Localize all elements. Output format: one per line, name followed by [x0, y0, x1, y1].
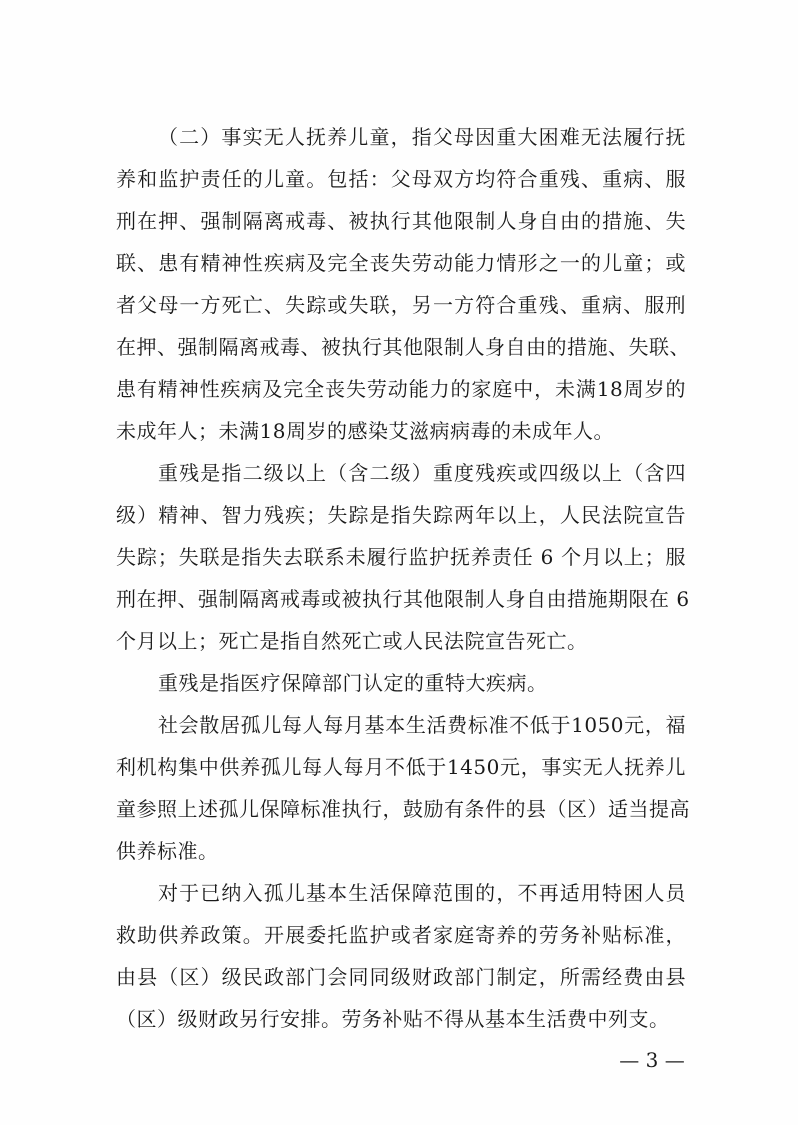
paragraph-3-line-1: 重残是指医疗保障部门认定的重特大疾病。 — [158, 671, 548, 695]
paragraph-1-line-7: 患有精神性疾病及完全丧失劳动能力的家庭中，未满18周岁的 — [116, 377, 686, 401]
paragraph-2-line-5: 个月以上；死亡是指自然死亡或人民法院宣告死亡。 — [116, 629, 588, 653]
paragraph-5-line-2: 救助供养政策。开展委托监护或者家庭寄养的劳务补贴标准， — [116, 923, 686, 947]
paragraph-1-line-4: 联、患有精神性疾病及完全丧失劳动能力情形之一的儿童；或 — [116, 251, 686, 275]
page-number: — 3 — — [619, 1048, 685, 1072]
paragraph-5-line-1: 对于已纳入孤儿基本生活保障范围的，不再适用特困人员 — [158, 881, 686, 905]
paragraph-2-line-4: 刑在押、强制隔离戒毒或被执行其他限制人身自由措施期限在 6 — [116, 587, 690, 611]
paragraph-4-line-1: 社会散居孤儿每人每月基本生活费标准不低于1050元，福 — [158, 713, 686, 737]
paragraph-4-line-2: 利机构集中供养孤儿每人每月不低于1450元，事实无人抚养儿 — [116, 755, 686, 779]
paragraph-1-line-2: 养和监护责任的儿童。包括：父母双方均符合重残、重病、服 — [116, 167, 686, 191]
paragraph-5-line-3: 由县（区）级民政部门会同同级财政部门制定，所需经费由县 — [116, 965, 686, 989]
paragraph-1-line-1: （二）事实无人抚养儿童，指父母因重大困难无法履行抚 — [158, 125, 686, 149]
paragraph-1-line-6: 在押、强制隔离戒毒、被执行其他限制人身自由的措施、失联、 — [116, 335, 690, 359]
paragraph-1-line-8: 未成年人；未满18周岁的感染艾滋病病毒的未成年人。 — [116, 419, 614, 443]
paragraph-2-line-3: 失踪；失联是指失去联系未履行监护抚养责任 6 个月以上；服 — [116, 545, 686, 569]
paragraph-1-line-3: 刑在押、强制隔离戒毒、被执行其他限制人身自由的措施、失 — [116, 209, 686, 233]
paragraph-4-line-4: 供养标准。 — [116, 839, 219, 863]
paragraph-4-line-3: 童参照上述孤儿保障标准执行，鼓励有条件的县（区）适当提高 — [116, 797, 690, 821]
paragraph-5-line-4: （区）级财政另行安排。劳务补贴不得从基本生活费中列支。 — [116, 1007, 670, 1031]
paragraph-2-line-2: 级）精神、智力残疾；失踪是指失踪两年以上，人民法院宣告 — [116, 503, 686, 527]
paragraph-1-line-5: 者父母一方死亡、失踪或失联，另一方符合重残、重病、服刑 — [116, 293, 686, 317]
paragraph-2-line-1: 重残是指二级以上（含二级）重度残疾或四级以上（含四 — [158, 461, 686, 485]
